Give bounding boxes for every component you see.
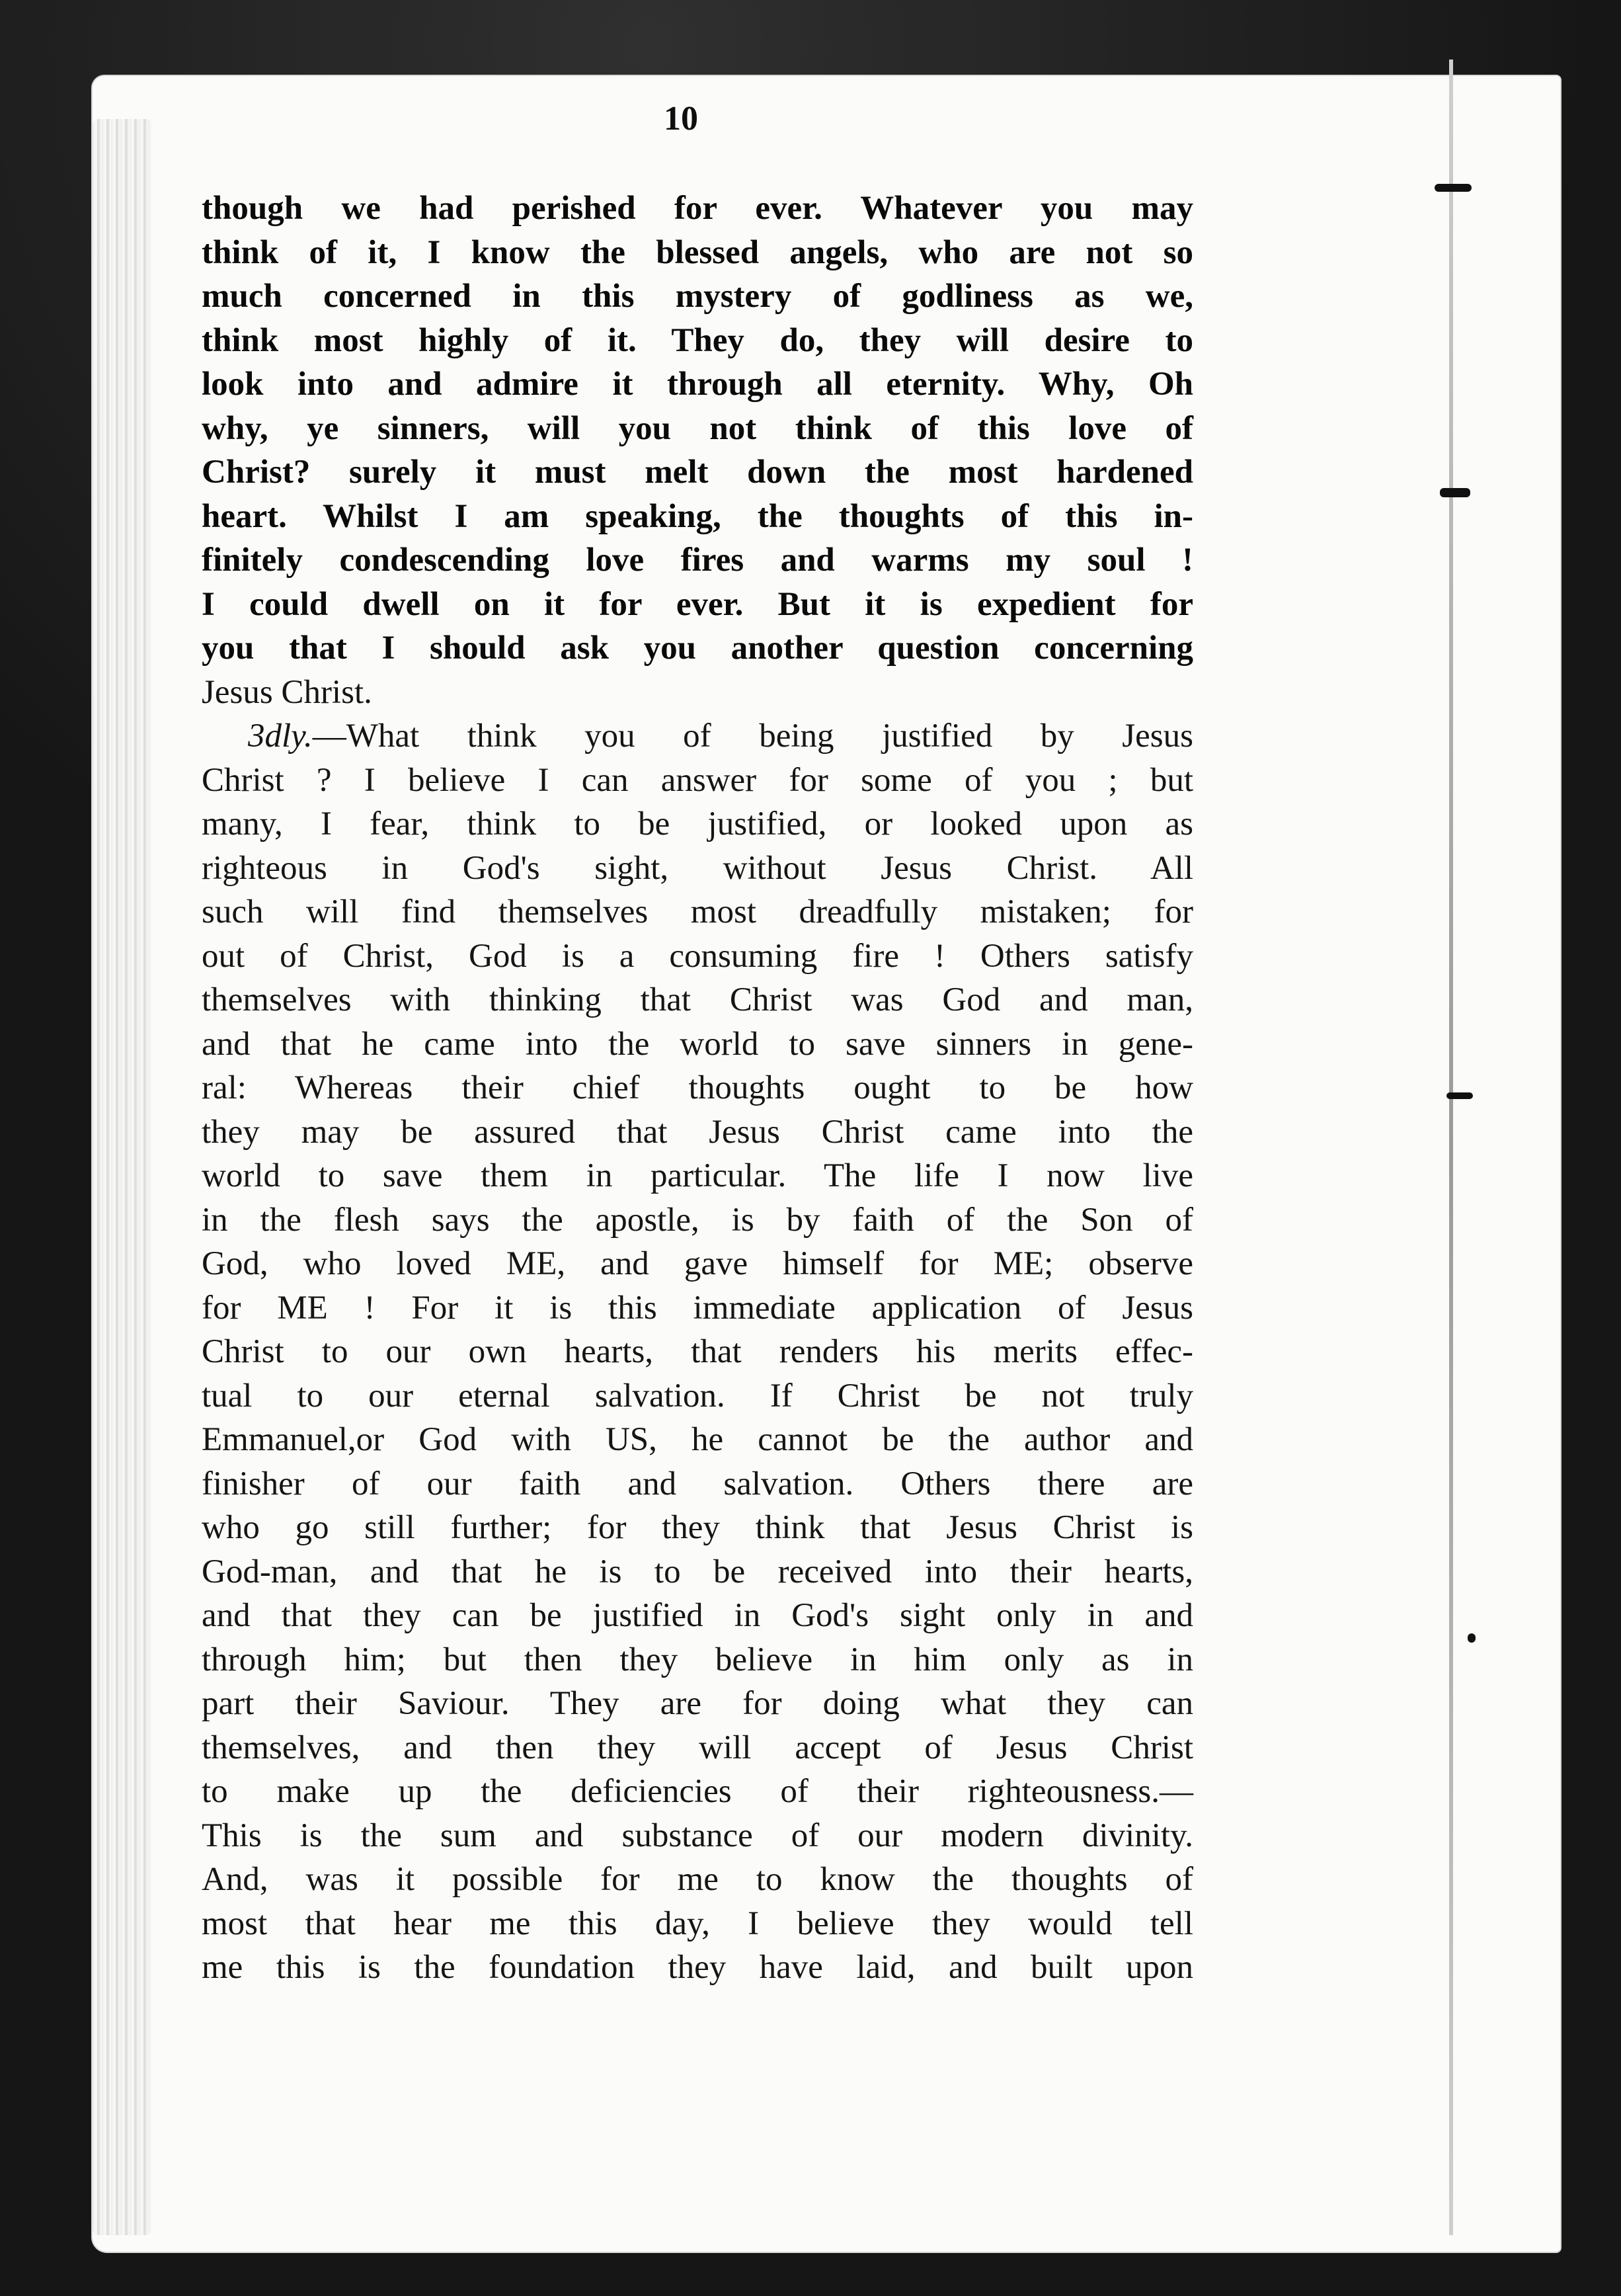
text-line: finisher of our faith and salvation. Others there are xyxy=(202,1465,1193,1502)
text-line: Christ to our own hearts, that renders his merits effec- xyxy=(202,1333,1193,1370)
text-line: Emmanuel,or God with US, he cannot be the author and xyxy=(202,1421,1193,1458)
text-line: though we had perished for ever. Whatever you may xyxy=(202,190,1193,227)
paragraph-start-line xyxy=(202,714,1193,758)
text-line: And, was it possible for me to know the thoughts of xyxy=(202,1861,1193,1898)
page-edges xyxy=(93,119,152,2235)
gutter-fold xyxy=(1449,60,1453,2235)
text-line: tual to our eternal salvation. If Christ be not truly xyxy=(202,1377,1193,1414)
text-line: —What think you of being justified by Jesus xyxy=(312,718,1193,755)
page-number: 10 xyxy=(664,100,698,138)
text-line: who go still further; for they think that Jesus Christ is xyxy=(202,1509,1193,1546)
text-line: I could dwell on it for ever. But it is expedient for xyxy=(202,585,1193,623)
text-line: in the flesh says the apostle, is by faith of the Son of xyxy=(202,1201,1193,1239)
margin-mark xyxy=(1468,1633,1476,1643)
text-line: think of it, I know the blessed angels, who are not so xyxy=(202,233,1193,271)
text-line: themselves, and then they will accept of Jesus Christ xyxy=(202,1729,1193,1766)
text-line: for ME ! For it is this immediate application of Jesus xyxy=(202,1289,1193,1327)
text-line: and that he came into the world to save sinners in gene- xyxy=(202,1025,1193,1063)
text-line: God, who loved ME, and gave himself for ME; observe xyxy=(202,1245,1193,1282)
text-line: through him; but then they believe in him only as in xyxy=(202,1641,1193,1678)
text-line: out of Christ, God is a consuming fire ! Others satisfy xyxy=(202,937,1193,975)
text-line: most that hear me this day, I believe they would tell xyxy=(202,1905,1193,1942)
text-line: me this is the foundation they have laid, and built upon xyxy=(202,1949,1193,1986)
text-line: they may be assured that Jesus Christ came into the xyxy=(202,1113,1193,1151)
text-line: heart. Whilst I am speaking, the thoughts of this in- xyxy=(202,497,1193,535)
text-line: such will find themselves most dreadfully mistaken; for xyxy=(202,893,1193,930)
text-line: look into and admire it through all eternity. Why, Oh xyxy=(202,366,1193,403)
margin-mark xyxy=(1446,1092,1473,1099)
text-line: ral: Whereas their chief thoughts ought to be how xyxy=(202,1069,1193,1106)
text-line: themselves with thinking that Christ was God and man, xyxy=(202,981,1193,1018)
text-line: think most highly of it. They do, they will desire to xyxy=(202,321,1193,359)
text-line: much concerned in this mystery of godliness as we, xyxy=(202,278,1193,315)
margin-mark xyxy=(1435,184,1472,192)
text-line: world to save them in particular. The life I now live xyxy=(202,1157,1193,1194)
text-line: Jesus Christ. xyxy=(202,673,372,711)
text-line: you that I should ask you another question concerning xyxy=(202,630,1193,667)
text-line: finitely condescending love fires and warms my soul ! xyxy=(202,542,1193,579)
text-line: Christ? surely it must melt down the most hardened xyxy=(202,454,1193,491)
text-line: many, I fear, think to be justified, or looked upon as xyxy=(202,805,1193,842)
paragraph-lead: 3dly. xyxy=(248,718,313,755)
text-line: and that they can be justified in God's sight only in and xyxy=(202,1597,1193,1634)
text-line: part their Saviour. They are for doing what they can xyxy=(202,1685,1193,1722)
text-line: to make up the deficiencies of their righteousness.— xyxy=(202,1773,1193,1810)
text-line: This is the sum and substance of our modern divinity. xyxy=(202,1817,1193,1854)
text-line: Christ ? I believe I can answer for some of you ; but xyxy=(202,761,1193,799)
text-line: why, ye sinners, will you not think of this love of xyxy=(202,409,1193,447)
text-line: God-man, and that he is to be received into their hearts, xyxy=(202,1553,1193,1590)
margin-mark xyxy=(1440,488,1470,497)
body-text xyxy=(202,186,1193,1990)
text-line: righteous in God's sight, without Jesus Christ. All xyxy=(202,849,1193,887)
